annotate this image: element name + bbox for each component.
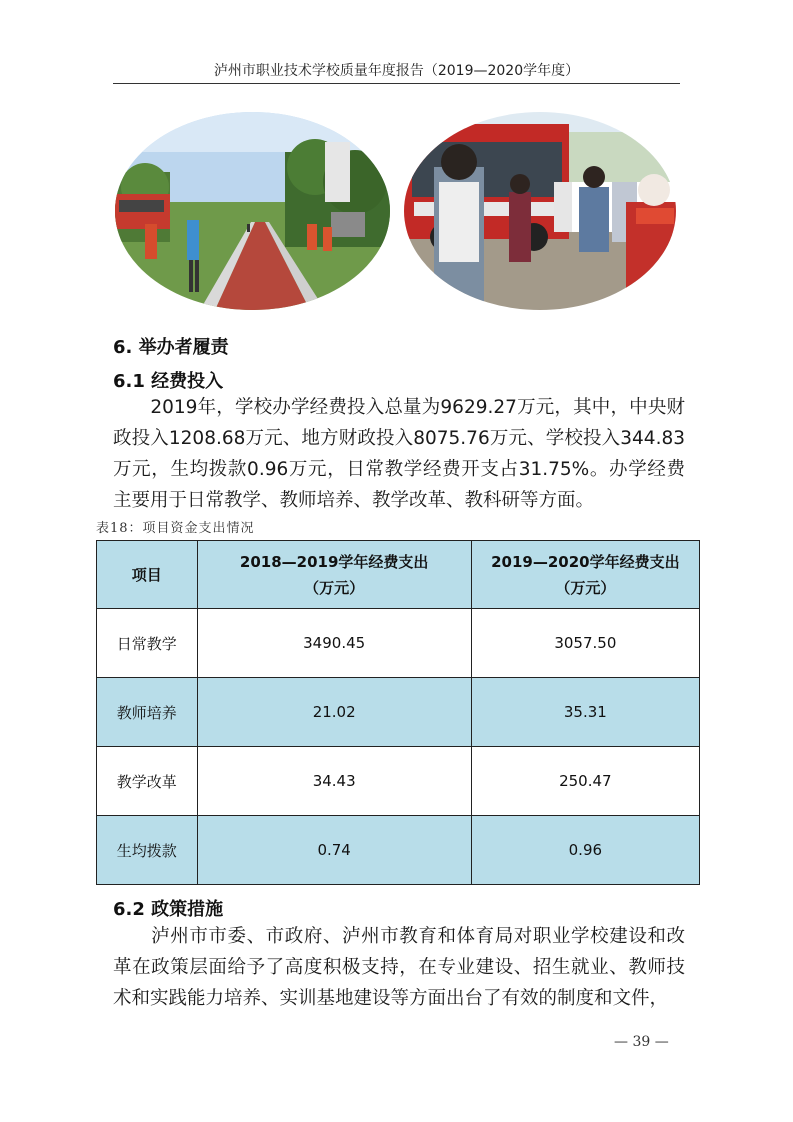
table-header-row	[97, 541, 700, 609]
paragraph-policy: 泸州市市委、市政府、泸州市教育和体育局对职业学校建设和改革在政策层面给予了高度积极支持，在专业建设、招生就业、教师技术和实践能力培养、实训基地建设等方面出台了有效的制度和文件，	[113, 926, 685, 1009]
row-value-2019-2020: 35.31	[471, 678, 699, 747]
section-heading-6-1: 6.1 经费投入	[113, 371, 224, 392]
row-item: 教师培养	[97, 678, 198, 747]
row-item: 生均拨款	[97, 816, 198, 885]
header-2018-2019	[197, 541, 471, 609]
row-value-2018-2019: 21.02	[197, 678, 471, 747]
row-item: 日常教学	[97, 609, 198, 678]
header-2019-2020-unit: （万元）	[555, 578, 616, 597]
header-rule	[113, 83, 680, 84]
funding-table	[96, 540, 700, 885]
row-value-2019-2020: 250.47	[471, 747, 699, 816]
table-row	[97, 609, 700, 678]
header-2019-2020	[471, 541, 699, 609]
photo-volunteers-bus	[404, 112, 676, 310]
table-caption: 表18：项目资金支出情况	[96, 521, 255, 536]
section-heading-6: 6. 举办者履责	[113, 337, 229, 358]
table-row	[97, 747, 700, 816]
table-row	[97, 816, 700, 885]
page-number: — 39 —	[614, 1034, 669, 1050]
row-value-2018-2019: 34.43	[197, 747, 471, 816]
row-item: 教学改革	[97, 747, 198, 816]
header-2019-2020-title: 2019—2020学年经费支出	[491, 552, 680, 571]
photo-volunteers-street	[115, 112, 390, 310]
table-row	[97, 678, 700, 747]
header-2018-2019-unit: （万元）	[304, 578, 365, 597]
row-value-2019-2020: 0.96	[471, 816, 699, 885]
row-value-2018-2019: 3490.45	[197, 609, 471, 678]
paragraph-funding: 2019年，学校办学经费投入总量为9629.27万元，其中，中央财政投入1208.68万元、地方财政投入8075.76万元、学校投入344.83万元，生均拨款0.96万元，日常教学经费开支占31.75%。办学经费主要用于日常教学、教师培养、教学改革、教科研等方面。	[113, 397, 685, 511]
row-value-2018-2019: 0.74	[197, 816, 471, 885]
section-heading-6-2: 6.2 政策措施	[113, 899, 224, 920]
running-header: 泸州市职业技术学校质量年度报告（2019—2020学年度）	[213, 63, 580, 79]
row-value-2019-2020: 3057.50	[471, 609, 699, 678]
header-item: 项目	[97, 541, 198, 609]
header-2018-2019-title: 2018—2019学年经费支出	[239, 552, 429, 571]
